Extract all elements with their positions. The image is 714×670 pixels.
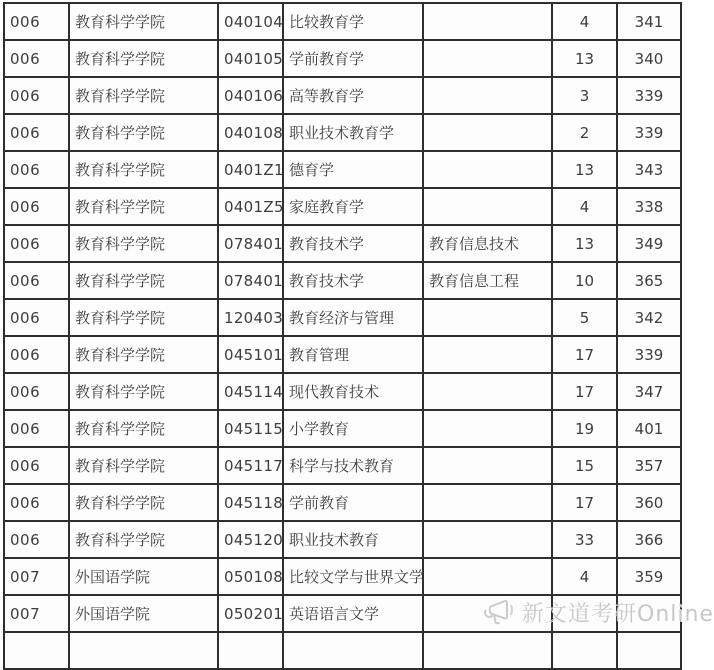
cell-college-code: 006	[4, 40, 69, 77]
screenshot-root	[0, 2, 714, 639]
cell-major-code: 040106	[218, 77, 283, 114]
cell-score: 359	[617, 558, 681, 595]
cell-admit-count: 13	[552, 40, 617, 77]
table-row	[4, 299, 681, 336]
cell-major-code	[218, 632, 283, 669]
cell-research-direction: 教育信息工程	[423, 262, 552, 299]
table-row	[4, 373, 681, 410]
cell-major-name: 比较文学与世界文学	[283, 558, 423, 595]
cell-major-code: 0401Z5	[218, 188, 283, 225]
cell-college-code: 006	[4, 114, 69, 151]
cell-research-direction	[423, 410, 552, 447]
cell-major-name: 教育技术学	[283, 225, 423, 262]
cell-major-code: 040108	[218, 114, 283, 151]
table-row	[4, 410, 681, 447]
cell-research-direction	[423, 484, 552, 521]
cell-college-code: 006	[4, 225, 69, 262]
cell-college-code	[4, 632, 69, 669]
table-row	[4, 484, 681, 521]
cell-major-code: 120403	[218, 299, 283, 336]
cell-college-code: 007	[4, 595, 69, 632]
cell-college-code: 006	[4, 373, 69, 410]
cell-college-name: 教育科学学院	[69, 114, 218, 151]
table-row	[4, 151, 681, 188]
cell-college-name: 教育科学学院	[69, 40, 218, 77]
cell-major-name: 德育学	[283, 151, 423, 188]
cell-admit-count: 4	[552, 3, 617, 40]
cell-college-code: 007	[4, 558, 69, 595]
cell-research-direction	[423, 447, 552, 484]
table-row	[4, 595, 681, 632]
cell-college-name: 教育科学学院	[69, 225, 218, 262]
watermark-text: 新文道考研Online	[522, 601, 714, 627]
cell-score: 365	[617, 262, 681, 299]
cell-admit-count: 5	[552, 299, 617, 336]
cell-major-code: 040104	[218, 3, 283, 40]
cell-admit-count: 4	[552, 188, 617, 225]
cell-score: 339	[617, 77, 681, 114]
cell-research-direction	[423, 3, 552, 40]
cell-college-name: 教育科学学院	[69, 188, 218, 225]
cell-score: 338	[617, 188, 681, 225]
cell-research-direction	[423, 40, 552, 77]
cell-score: 339	[617, 114, 681, 151]
table-row	[4, 262, 681, 299]
cell-admit-count: 19	[552, 410, 617, 447]
table-row	[4, 77, 681, 114]
table-row	[4, 114, 681, 151]
cell-research-direction	[423, 336, 552, 373]
cell-major-code: 045115	[218, 410, 283, 447]
cell-score: 357	[617, 447, 681, 484]
cell-major-code: 045118	[218, 484, 283, 521]
cell-major-code: 045114	[218, 373, 283, 410]
cell-major-name: 职业技术教育	[283, 521, 423, 558]
cell-research-direction	[423, 77, 552, 114]
cell-admit-count: 17	[552, 484, 617, 521]
cell-major-name: 家庭教育学	[283, 188, 423, 225]
table-row	[4, 336, 681, 373]
cell-college-code: 006	[4, 410, 69, 447]
cell-score: 343	[617, 151, 681, 188]
cell-score: 401	[617, 410, 681, 447]
cell-score: 360	[617, 484, 681, 521]
cell-admit-count: 10	[552, 262, 617, 299]
cell-major-name: 比较教育学	[283, 3, 423, 40]
cell-score: 342	[617, 299, 681, 336]
cell-admit-count: 2	[552, 114, 617, 151]
cell-major-name: 现代教育技术	[283, 373, 423, 410]
cell-college-code: 006	[4, 447, 69, 484]
cell-major-name: 高等教育学	[283, 77, 423, 114]
cell-college-name: 教育科学学院	[69, 3, 218, 40]
table-row	[4, 632, 681, 669]
cell-college-name	[69, 632, 218, 669]
cell-score: 339	[617, 336, 681, 373]
cell-major-code: 050201	[218, 595, 283, 632]
table-row	[4, 447, 681, 484]
cell-major-name: 职业技术教育学	[283, 114, 423, 151]
cell-college-name: 教育科学学院	[69, 521, 218, 558]
cell-major-code: 045117	[218, 447, 283, 484]
cell-score: 340	[617, 40, 681, 77]
table-row	[4, 3, 681, 40]
cell-college-name: 教育科学学院	[69, 299, 218, 336]
cell-college-name: 教育科学学院	[69, 373, 218, 410]
cell-research-direction	[423, 521, 552, 558]
cell-major-code: 078401	[218, 262, 283, 299]
cell-major-code: 045120	[218, 521, 283, 558]
cell-major-code: 045101	[218, 336, 283, 373]
cell-major-code: 040105	[218, 40, 283, 77]
cell-major-name: 教育技术学	[283, 262, 423, 299]
cell-admit-count	[552, 632, 617, 669]
cell-research-direction	[423, 558, 552, 595]
cell-college-code: 006	[4, 151, 69, 188]
table-row	[4, 40, 681, 77]
cell-college-code: 006	[4, 188, 69, 225]
cell-major-name: 学前教育学	[283, 40, 423, 77]
cell-college-name: 外国语学院	[69, 595, 218, 632]
admission-score-table	[3, 2, 682, 670]
cell-admit-count: 15	[552, 447, 617, 484]
cell-score: 366	[617, 521, 681, 558]
cell-score	[617, 595, 681, 632]
cell-college-code: 006	[4, 336, 69, 373]
table-row	[4, 225, 681, 262]
cell-major-code: 050108	[218, 558, 283, 595]
cell-research-direction	[423, 114, 552, 151]
cell-major-name: 英语语言文学	[283, 595, 423, 632]
cell-major-name: 教育经济与管理	[283, 299, 423, 336]
cell-major-code: 0401Z1	[218, 151, 283, 188]
cell-college-name: 教育科学学院	[69, 151, 218, 188]
cell-major-name	[283, 632, 423, 669]
cell-research-direction	[423, 151, 552, 188]
cell-research-direction	[423, 373, 552, 410]
cell-college-name: 教育科学学院	[69, 262, 218, 299]
cell-research-direction	[423, 595, 552, 632]
table-row	[4, 558, 681, 595]
cell-college-code: 006	[4, 299, 69, 336]
cell-admit-count: 13	[552, 151, 617, 188]
cell-score: 341	[617, 3, 681, 40]
cell-score	[617, 632, 681, 669]
cell-college-name: 教育科学学院	[69, 410, 218, 447]
cell-major-name: 科学与技术教育	[283, 447, 423, 484]
cell-college-code: 006	[4, 3, 69, 40]
cell-admit-count: 33	[552, 521, 617, 558]
cell-score: 347	[617, 373, 681, 410]
table-row	[4, 521, 681, 558]
cell-major-name: 教育管理	[283, 336, 423, 373]
cell-college-code: 006	[4, 484, 69, 521]
table-row	[4, 188, 681, 225]
cell-admit-count: 4	[552, 558, 617, 595]
cell-college-name: 教育科学学院	[69, 77, 218, 114]
cell-major-name: 小学教育	[283, 410, 423, 447]
cell-research-direction	[423, 299, 552, 336]
cell-major-code: 078401	[218, 225, 283, 262]
cell-college-name: 教育科学学院	[69, 484, 218, 521]
cell-admit-count: 13	[552, 225, 617, 262]
cell-admit-count: 17	[552, 336, 617, 373]
cell-college-code: 006	[4, 77, 69, 114]
cell-research-direction	[423, 632, 552, 669]
cell-admit-count	[552, 595, 617, 632]
cell-college-name: 教育科学学院	[69, 336, 218, 373]
cell-research-direction	[423, 188, 552, 225]
cell-major-name: 学前教育	[283, 484, 423, 521]
cell-college-code: 006	[4, 262, 69, 299]
cell-research-direction: 教育信息技术	[423, 225, 552, 262]
cell-college-name: 教育科学学院	[69, 447, 218, 484]
cell-college-name: 外国语学院	[69, 558, 218, 595]
cell-college-code: 006	[4, 521, 69, 558]
cell-admit-count: 17	[552, 373, 617, 410]
cell-admit-count: 3	[552, 77, 617, 114]
cell-score: 349	[617, 225, 681, 262]
